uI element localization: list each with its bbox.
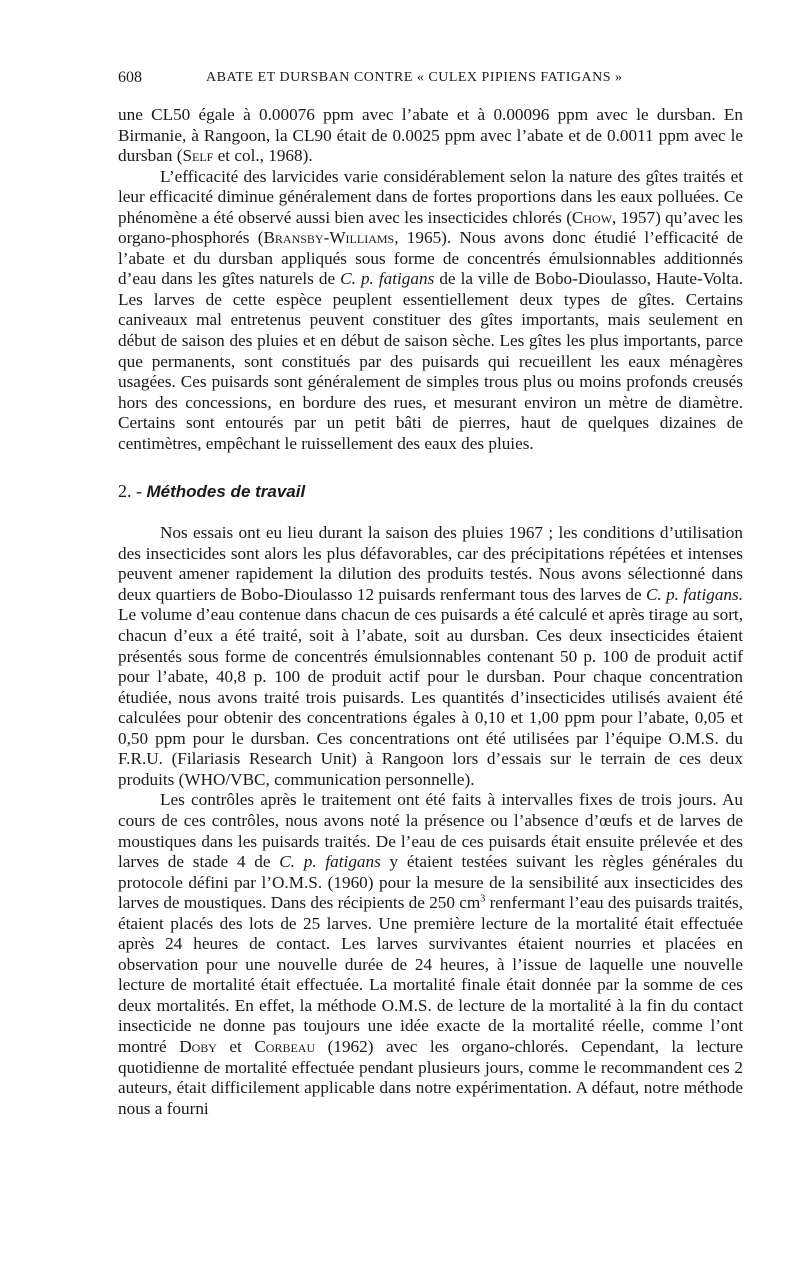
author-name: Corbeau [254, 1036, 316, 1056]
species-name: C. p. fatigans [340, 269, 435, 289]
superscript: 3 [480, 893, 486, 905]
author-name: Bransby-Williams [263, 228, 395, 248]
running-title: ABATE ET DURSBAN CONTRE « CULEX PIPIENS FATIGANS » [206, 70, 623, 85]
paragraph-3: Nos essais ont eu lieu durant la saison des pluies 1967 ; les conditions d’utilisation des insecticides sont alors les plus défavorables, car des précipitations répétées et intenses peuvent amener rapidement la dilution des produits testés. Nous avons sélectionné dans deux quartiers de Bobo-Dioulasso 12 puisards renfermant tous des larves de C. p. fatigans. Le volume d’eau contenue dans chacun de ces puisards a été calculé et après tirage au sort, chacun d’eux a été traité, soit à l’abate, soit au dursban. Ces deux insecticides étaient présentés sous forme de concentrés émulsionnables contenant 50 p. 100 de produit actif pour l’abate, 40,8 p. 100 de produit actif pour le dursban. Pour chaque concentration étudiée, nous avons traité trois puisards. Les quantités d’insecticides utilisés avaient été calculées pour obtenir des concentrations égales à 0,10 et 1,00 ppm pour l’abate, 0,05 et 0,50 ppm pour le dursban. Ces concentrations ont été utilisées par l’équipe O.M.S. du F.R.U. (Filariasis Research Unit) à Rangoon lors d’essais sur le terrain de ces deux produits (WHO/VBC, communication personnelle). [118, 523, 743, 789]
body-text [118, 105, 743, 1119]
section-title: Méthodes de travail [146, 482, 306, 502]
species-name: C. p. fatigans [279, 852, 381, 872]
section-heading [118, 480, 743, 503]
paragraph-1: une CL50 égale à 0.00076 ppm avec l’abate et à 0.00096 ppm avec le dursban. En Birmanie, à Rangoon, la CL90 était de 0.0025 ppm avec l’abate et de 0.0011 ppm avec le dursban (Self et col., 1968). [118, 105, 743, 166]
species-name: C. p. fatigans. [645, 584, 743, 604]
paragraph-2: L’efficacité des larvicides varie considérablement selon la nature des gîtes traités et leur efficacité diminue généralement dans de fortes proportions dans les eaux polluées. Ce phénomène a été observé aussi bien avec les insecticides chlorés (Chow, 1957) qu’avec les organo-phosphorés (Bransby-Williams, 1965). Nous avons donc étudié l’efficacité de l’abate et du dursban appliqués sous forme de concentrés émulsionnables additionnés d’eau dans les gîtes naturels de C. p. fatigans de la ville de Bobo-Dioulasso, Haute-Volta. Les larves de cette espèce peuplent essentiellement deux types de gîtes. Certains caniveaux mal entretenus peuvent constituer des gîtes importants, mais seulement en début de saison des pluies et en début de saison sèche. Les gîtes les plus importants, parce que permanents, sont constitués par des puisards qui recueillent les eaux ménagères usagées. Ces puisards sont généralement de simples trous plus ou moins profonds creusés hors des concessions, en bordure des rues, et mesurant environ un mètre de diamètre. Certains sont entourés par un petit bâti de pierres, haut de quelques dizaines de centimètres, empêchant le ruissellement des eaux des pluies. [118, 166, 744, 453]
paragraph-4: Les contrôles après le traitement ont été faits à intervalles fixes de trois jours. Au cours de ces contrôles, nous avons noté la présence ou l’absence d’œufs et de larves de moustiques dans les puisards traités. De l’eau de ces puisards était ensuite prélevée et des larves de stade 4 de C. p. fatigans y étaient testées suivant les règles générales du protocole défini par l’O.M.S. (1960) pour la mesure de la sensibilité aux insecticides des larves de moustiques. Dans des récipients de 250 $cm^3$ renfermant l’eau des puisards traités, étaient placés des lots de 25 larves. Une première lecture de la mortalité était effectuée après 24 heures de contact. Les larves survivantes étaient nourries et placées en observation pour une nouvelle durée de 24 heures, à l’issue de laquelle une nouvelle lecture de mortalité était effectuée. La mortalité finale était donnée par la somme de ces deux mortalités. En effet, la méthode O.M.S. de lecture de la mortalité à la fin du contact insecticide ne donne pas toujours une idée exacte de la mortalité réelle, comme l’ont montré Doby et Corbeau (1962) avec les organo-chlorés. Cependant, la lecture quotidienne de mortalité effectuée pendant plusieurs jours, comme le recommandent ces 2 auteurs, était difficilement applicable dans notre expérimentation. A défaut, notre méthode nous a fourni [118, 790, 744, 1118]
author-name: Chow [571, 207, 613, 227]
author-name: Doby [179, 1036, 217, 1056]
section-number: 2. - [118, 481, 142, 502]
author-name: Self [182, 146, 214, 166]
page-number: 608 [118, 69, 142, 86]
